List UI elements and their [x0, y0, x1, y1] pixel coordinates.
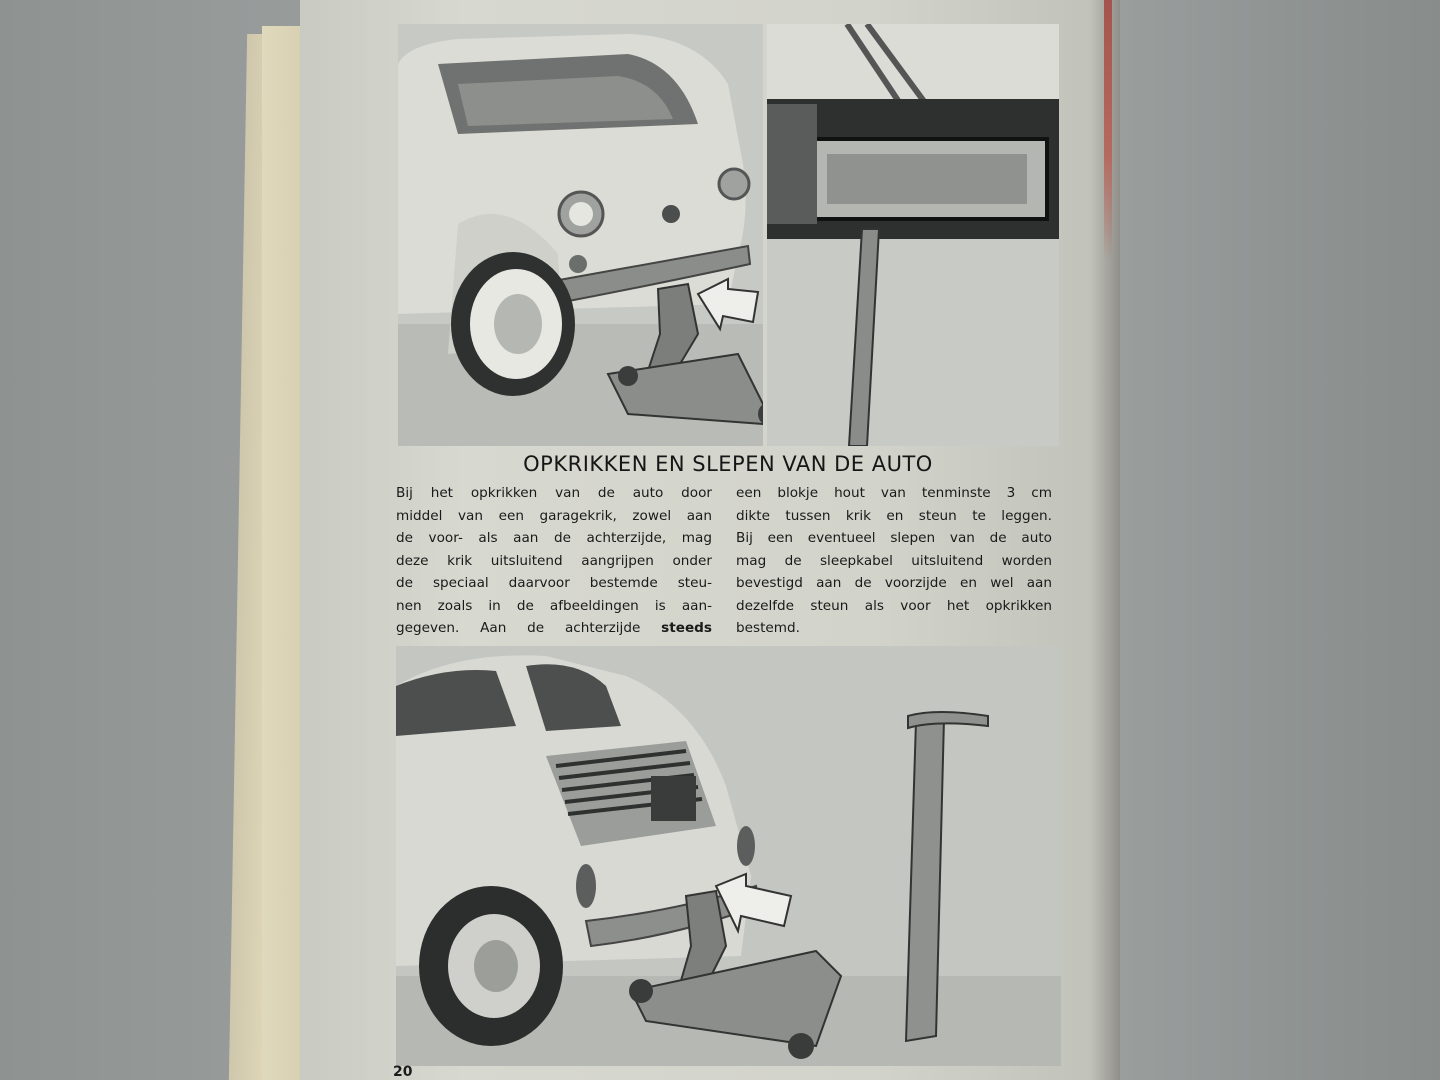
page-number: 20 — [393, 1064, 413, 1080]
photo-front-jack — [398, 24, 763, 446]
text-line: bestemd. — [736, 620, 800, 636]
text-line: middel van een garagekrik, zowel aan — [396, 507, 712, 524]
text-line: dikte tussen krik en steun te leggen. — [736, 507, 1052, 524]
text-line: een blokje hout van tenminste 3 cm — [736, 485, 1052, 501]
body-text-left-column — [396, 482, 712, 640]
section-title: OPKRIKKEN EN SLEPEN VAN DE AUTO — [523, 452, 933, 476]
text-line: deze krik uitsluitend aangrijpen onder — [396, 552, 712, 569]
text-line: de speciaal daarvoor bestemde steu- — [396, 575, 712, 591]
photo-underside-support — [767, 24, 1059, 446]
background-right — [1110, 0, 1440, 1080]
emphasis-text: steeds — [661, 620, 712, 636]
text-line: dezelfde steun als voor het opkrikken — [736, 597, 1052, 614]
body-text-right-column — [736, 482, 1052, 640]
photo-rear-jack — [396, 646, 1061, 1066]
text-line: Bij het opkrikken van de auto door — [396, 485, 712, 501]
text-line: nen zoals in de afbeeldingen is aan- — [396, 597, 712, 614]
text-line: Bij een eventueel slepen van de auto — [736, 530, 1052, 546]
cover-red-edge — [1104, 0, 1112, 260]
text-fragment: gegeven. Aan de achterzijde — [396, 620, 641, 636]
text-line-last — [396, 617, 712, 640]
text-line: mag de sleepkabel uitsluitend worden — [736, 552, 1052, 569]
text-line: bevestigd aan de voorzijde en wel aan — [736, 575, 1052, 591]
text-line: de voor- als aan de achterzijde, mag — [396, 530, 712, 546]
